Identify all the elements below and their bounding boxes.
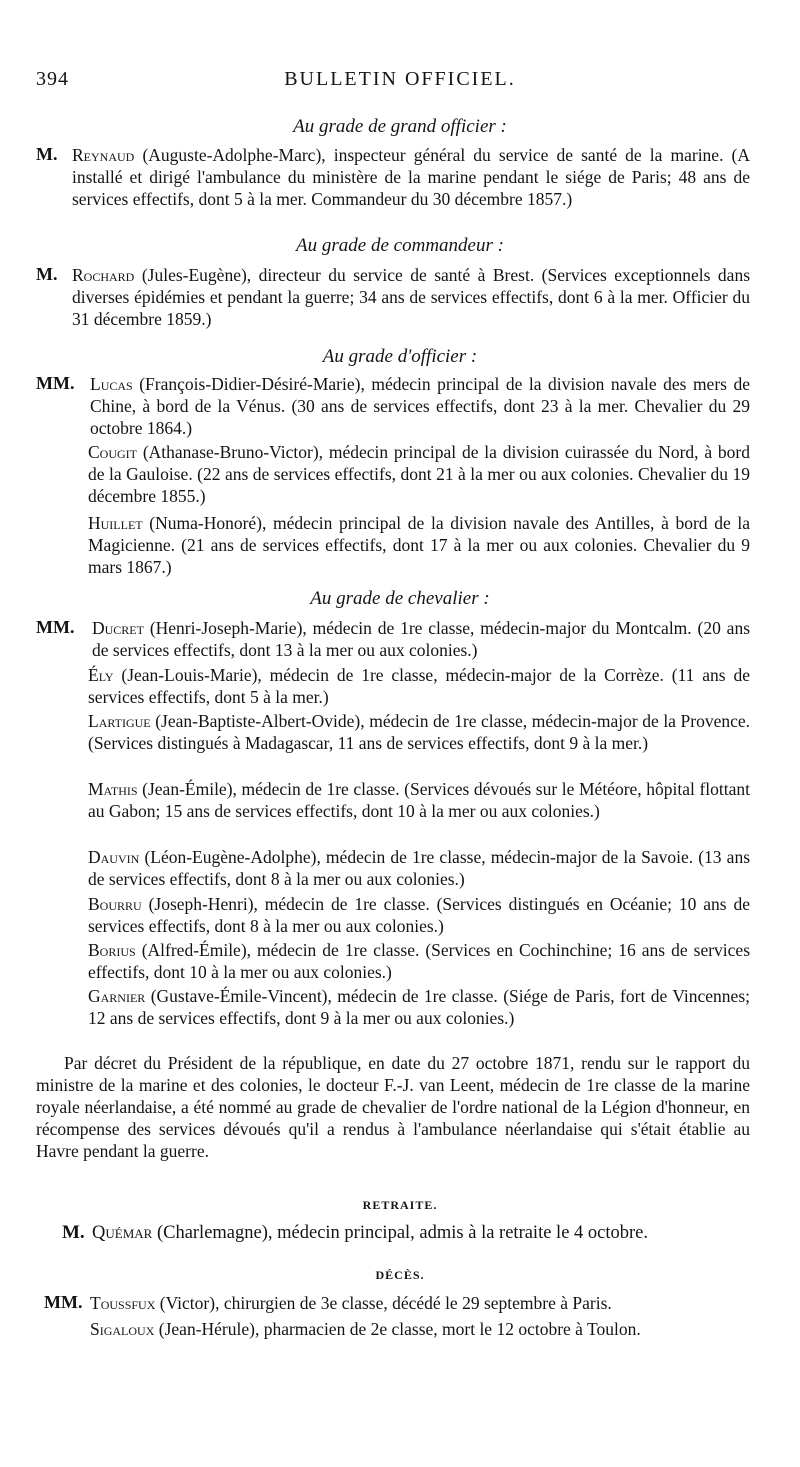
running-title: BULLETIN OFFICIEL. — [284, 68, 516, 90]
entry-name: Cougit — [88, 442, 137, 462]
entry-text: (Alfred-Émile), médecin de 1re classe. (Services en Cochinchine; 16 ans de services effectifs, dont 10 à la mer ou aux colonies.) — [88, 940, 751, 982]
entry-text: (Léon-Eugène-Adolphe), médecin de 1re classe, médecin-major de la Savoie. (13 ans de services effectifs, dont 8 à la mer ou aux colonies.) — [88, 847, 750, 889]
entry-name: Lucas — [90, 374, 133, 394]
heading-commandeur: Au grade de commandeur : — [296, 235, 504, 256]
entry-huillet — [88, 512, 750, 578]
entry-name: Toussfux — [90, 1293, 156, 1313]
entry-lucas — [90, 373, 750, 439]
entry-name: Lartigue — [88, 711, 151, 731]
entry-name: Garnier — [88, 986, 146, 1006]
entry-toussfux — [90, 1292, 750, 1314]
entry-text: (Victor), chirurgien de 3e classe, décédé le 29 septembre à Paris. — [159, 1293, 612, 1313]
entry-text: (Auguste-Adolphe-Marc), inspecteur général du service de santé de la marine. (A installé et dirigé l'ambulance du ministère de la marine pendant le siége de Paris; 48 ans de services effectifs, dont 5 à la mer. Commandeur du 30 décembre 1857.) — [72, 145, 750, 209]
heading-deces: DÉCÈS. — [375, 1268, 425, 1282]
decree-paragraph: Par décret du Président de la république, en date du 27 octobre 1871, rendu sur le rapport du ministre de la marine et des colonies, le docteur F.-J. van Leent, médecin de 1re classe de la marine royale néerlandaise, a été nommé au grade de chevalier de l'ordre national de la Légion d'honneur, en récompense des services dévoués qu'il a rendus à l'ambulance néerlandaise qui s'était établie au Havre pendant la guerre. — [36, 1053, 750, 1161]
prefix-grand-officier: M. — [36, 144, 58, 164]
entry-text: (Jean-Baptiste-Albert-Ovide), médecin de 1re classe, médecin-major de la Provence. (Services distingués à Madagascar, 11 ans de services effectifs, dont 9 à la mer.) — [88, 711, 750, 753]
entry-name: Huillet — [88, 513, 143, 533]
entry-text: (Gustave-Émile-Vincent), médecin de 1re classe. (Siége de Paris, fort de Vincennes; 12 ans de services effectifs, dont 9 à la mer ou aux colonies.) — [88, 986, 750, 1028]
entry-name: Quémar — [92, 1223, 153, 1243]
entry-name: Ély — [88, 665, 114, 685]
entry-name: Sigaloux — [90, 1319, 155, 1339]
prefix-officier: MM. — [36, 373, 75, 393]
entry-text: (Charlemagne), médecin principal, admis à la retraite le 4 octobre. — [156, 1223, 649, 1243]
entry-text: (Jean-Hérule), pharmacien de 2e classe, mort le 12 octobre à Toulon. — [158, 1319, 641, 1339]
entry-dauvin — [88, 846, 750, 890]
entry-text: (François-Didier-Désiré-Marie), médecin principal de la division navale des mers de Chine, à bord de la Vénus. (30 ans de services effectifs, dont 23 à la mer. Chevalier du 29 octobre 1864.) — [90, 374, 750, 438]
entry-rochard — [72, 264, 750, 330]
entry-name: Ducret — [92, 618, 144, 638]
entry-sigaloux — [90, 1318, 750, 1340]
entry-lartigue — [88, 710, 750, 754]
entry-text: (Numa-Honoré), médecin principal de la division navale des Antilles, à bord de la Magicienne. (21 ans de services effectifs, dont 17 à la mer ou aux colonies. Chevalier du 9 mars 1867.) — [88, 513, 751, 577]
prefix-chevalier: MM. — [36, 617, 75, 637]
entry-bourru — [88, 893, 750, 937]
entry-text: (Jules-Eugène), directeur du service de santé à Brest. (Services exceptionnels dans diverses épidémies et pendant la guerre; 34 ans de services effectifs, dont 6 à la mer. Officier du 31 décembre 1859.) — [72, 265, 751, 329]
prefix-retraite: M. — [62, 1222, 85, 1243]
entry-text: (Athanase-Bruno-Victor), médecin principal de la division cuirassée du Nord, à bord de la Gauloise. (22 ans de services effectifs, dont 21 à la mer ou aux colonies. Chevalier du 19 décembre 1855.) — [88, 442, 751, 506]
heading-grand-officier: Au grade de grand officier : — [293, 116, 507, 137]
entry-mathis — [88, 778, 750, 822]
entry-reynaud — [72, 144, 750, 210]
page-number: 394 — [36, 68, 69, 90]
entry-name: Mathis — [88, 779, 138, 799]
prefix-commandeur: M. — [36, 264, 58, 284]
heading-retraite: RETRAITE. — [362, 1198, 438, 1212]
entry-text: (Jean-Louis-Marie), médecin de 1re classe, médecin-major de la Corrèze. (11 ans de services effectifs, dont 5 à la mer.) — [88, 665, 751, 707]
entry-text: (Jean-Émile), médecin de 1re classe. (Services dévoués sur le Météore, hôpital flottant au Gabon; 15 ans de services effectifs, dont 10 à la mer ou aux colonies.) — [88, 779, 751, 821]
entry-ely — [88, 664, 750, 708]
entry-name: Reynaud — [72, 145, 135, 165]
entry-cougit — [88, 441, 750, 507]
entry-text: (Joseph-Henri), médecin de 1re classe. (Services distingués en Océanie; 10 ans de services effectifs, dont 8 à la mer ou aux colonies.) — [88, 894, 751, 936]
entry-text: (Henri-Joseph-Marie), médecin de 1re classe, médecin-major du Montcalm. (20 ans de services effectifs, dont 13 à la mer ou aux colonies.) — [92, 618, 751, 660]
entry-ducret — [92, 617, 750, 661]
entry-name: Rochard — [72, 265, 135, 285]
entry-borius — [88, 939, 750, 983]
entry-name: Bourru — [88, 894, 142, 914]
heading-officier: Au grade d'officier : — [322, 346, 478, 367]
prefix-deces: MM. — [44, 1292, 83, 1312]
entry-name: Dauvin — [88, 847, 140, 867]
entry-name: Borius — [88, 940, 136, 960]
entry-quemar — [92, 1222, 750, 1244]
heading-chevalier: Au grade de chevalier : — [310, 588, 490, 609]
entry-garnier — [88, 985, 750, 1029]
